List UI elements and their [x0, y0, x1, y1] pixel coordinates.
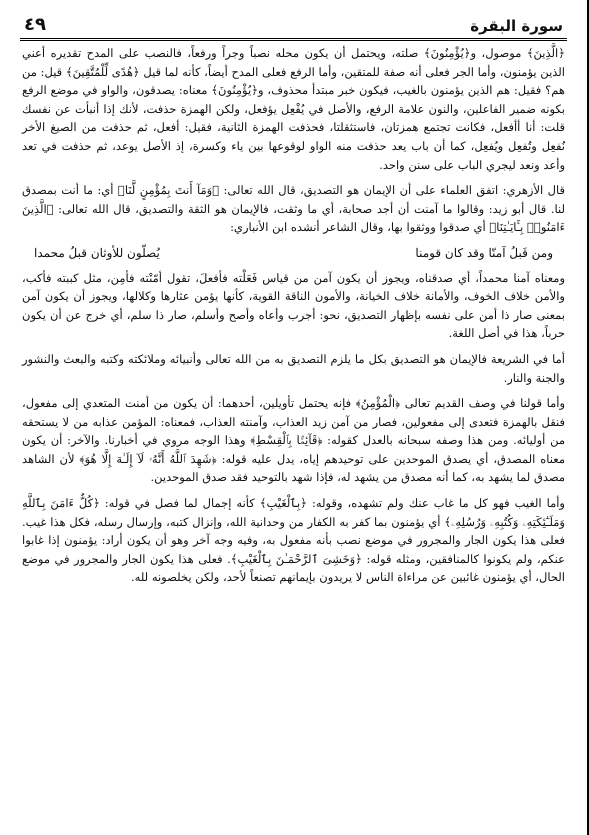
paragraph-6: وأما الغيب فهو كل ما غاب عنك ولم تشهده، وقوله: ﴿بِٱلْغَيْبِ﴾ كأنه إجمال لما فصل في قوله: ﴿كُلٌّ ءَامَنَ بِٱللَّهِ وَمَلَـٰٓئِكَتِهِۦ وَكُتُبِهِۦ وَرُسُلِهِۦ﴾ أي يؤمنون بما كفر به الكفار من وحدانية الله، وإنزال كتبه، وإرسال رسله، فكل هذا غيب. فعلى هذا يكون الجار والمجرور في موضع نصب بأنه مفعول به، وفيه وجه آخر وهو أن يكون أراد: يؤمنون إذا غابوا عنكم، ولم يكونوا كالمنافقين، ومثله قوله: ﴿وَخَشِىَ ٱلرَّحْمَـٰنَ بِٱلْغَيْبِ﴾. فعلى هذا يكون الجار والمجرور في موضع الحال، أي يؤمنون غائبين عن مراءاة الناس لا يريدون بإيمانهم تصنعاً لأحد، ولكن يخلصونه لله.: [22, 496, 565, 585]
page-body: [22, 44, 565, 827]
poem-second-hemistich: يُصلّون للأوثان قبلُ محمدا: [34, 245, 160, 260]
poem-verse: [22, 240, 565, 269]
surah-title: سورة البقرة: [470, 17, 563, 35]
poem-first-hemistich: ومن قَبلُ آمنّا وقد كان قومنا: [415, 245, 553, 260]
paragraph-4: أما في الشريعة فالإيمان هو التصديق بكل ما يلزم التصديق به من الله تعالى وأنبيائه وملائكته وكتبه والبعث والنشور والجنة والنار.: [22, 351, 565, 385]
page-number: ٤٩: [24, 14, 46, 35]
paragraph-5: وأما قولنا في وصف القديم تعالى ﴿الْمُؤْمِنُ﴾ فإنه يحتمل تأويلين، أحدهما: أن يكون من أمنت المتعدي إلى مفعول، فنقل بالهمزة فتعدى إلى مفعولين، فصار من آمن زيد العذاب، وآمنته العذاب، فمعناه: المؤمن عذابه من لا يستحقه من أوليائه. ومن هذا وصفه سبحانه بالعدل كقوله: ﴿قَآئِمًۢا بِٱلْقِسْطِ﴾ وهذا الوجه مروي في أخبارنا. والآخر: أن يكون معناه المصدق، أي يصدق الموحدين على توحيدهم إياه، يدل عليه قوله: ﴿شَهِدَ ٱللَّهُ أَنَّهُۥ لَآ إِلَـٰهَ إِلَّا هُوَ﴾ لأن الشاهد مصدق لما يشهد به، كما أنه مصدق من يشهد له، فإذا شهد بالتوحيد فقد صدق الموحدين.: [22, 396, 565, 485]
paragraph-3: ومعناه آمنا محمداً، أي صدقناه، ويجوز أن يكون آمن من قياس فَعَلْته فأفعلَ، تقول أمّنْته فأمِن، مثل كببته فأكب، والأمن خلاف الخوف، والأمانة خلاف الخيانة، والأمون الناقة القوية، كأنها يؤمن عثارها وكلالها، ويجوز أن يكون آمن بمعنى صار ذا أمن على نفسه بإظهار التصديق، نحو: أجرب وأعاه وأصح وأسلم، صار ذا سلم، أي خرج عن أن يكون حرباً، هذا في أصل اللغة.: [22, 270, 565, 341]
page-header: [20, 8, 567, 41]
paragraph-1: ﴿الَّذِينَ﴾ موصول، و﴿يُؤْمِنُونَ﴾ صلته، ويحتمل أن يكون محله نصباً وجراً ورفعاً، فالنصب على المدح تقديره أعني الذين يؤمنون، وأما الجر فعلى أنه صفة للمتقين، وأما الرفع فعلى المدح أيضاً، كأنه لما قيل ﴿هُدًى لِّلْمُتَّقِينَ﴾ قيل: من هم؟ فقيل: هم الذين يؤمنون بالغيب، فيكون خبر مبتدأ محذوف، و﴿يُؤْمِنُونَ﴾ معناه: يصدقون، والواو في موضع الرفع بكونه ضمير الفاعلين، والنون علامة الرفع، والأصل في يُفْعِل يؤفعل، ولكن الهمزة حذفت، لأنك إذا أنبأت عن نفسك قلت: أنا أأفعل، فكانت تجتمع همزتان، فاستثقلتا، فحذفت الهمزة الثانية، فقيل: أفعل، ثم حذفت من الصيغ الأخر نُفعِل وتُفعِل ويُفعِل، كما أن باب يعد حذفت منه الواو لوقوعها بين ياء وكسرة، إذ الأصل يوعد، ثم حذفت في تعد وأعد ونعد ليجري الباب على سنن واحد.: [22, 46, 565, 172]
paragraph-2: قال الأزهري: اتفق العلماء على أن الإيمان هو التصديق، قال الله تعالى: ﴿وَمَآ أَنتَ بِمُؤْمِنٍ لَّنَا﴾ أي: ما أنت بمصدق لنا. قال أبو زيد: وقالوا ما آمنت أن أجد صحابة، أي ما وثقت، فالإيمان هو الثقة والتصديق، قال الله تعالى: ﴿الَّذِينَ ءَامَنُوا۟ بِـَٔايَـٰتِنَا﴾ أي صدقوا ووثقوا بها، وقال الشاعر أنشده ابن الأنباري:: [22, 183, 565, 235]
